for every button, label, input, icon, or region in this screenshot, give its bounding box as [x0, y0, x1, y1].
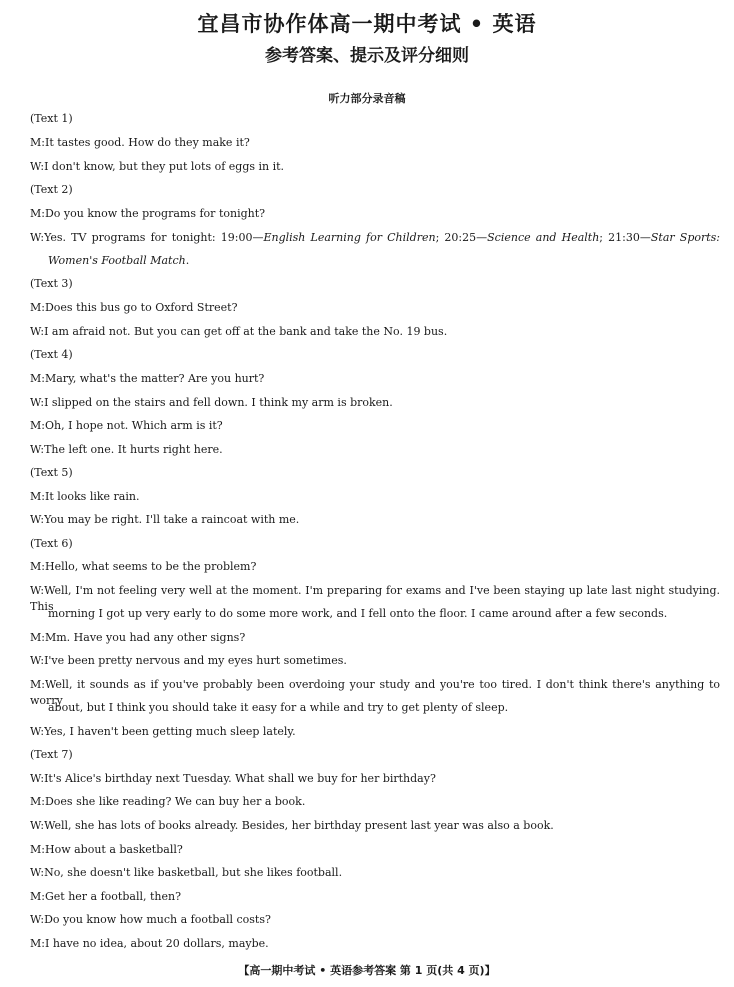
dialogue-line: M:Well, it sounds as if you've probably been overdoing your study and you're too tired. I don't think there's anything to worry [30, 678, 720, 707]
dialogue-continuation: morning I got up very early to do some more work, and I fell onto the floor. I came around after a few seconds. [48, 607, 668, 620]
dialogue-line: M:It looks like rain. [30, 490, 140, 503]
section-heading: 听力部分录音稿 [328, 92, 406, 105]
dialogue-line: W:The left one. It hurts right here. [30, 443, 223, 456]
dialogue-line: W:I am afraid not. But you can get off at the bank and take the No. 19 bus. [30, 325, 448, 338]
dialogue-line: W:Well, she has lots of books already. Besides, her birthday present last year was also a book. [30, 819, 554, 832]
text-label: (Text 4) [30, 348, 73, 361]
text-label: (Text 3) [30, 277, 73, 290]
dialogue-line: W:I've been pretty nervous and my eyes hurt sometimes. [30, 654, 347, 667]
dialogue-line: W:Yes. TV programs for tonight: 19:00—English Learning for Children; 20:25—Science and Health; 21:30—Star Sports: [30, 231, 721, 244]
text-label: (Text 6) [30, 537, 73, 550]
dialogue-line: W:Do you know how much a football costs? [30, 913, 271, 926]
dialogue-line: M:Does she like reading? We can buy her a book. [30, 795, 306, 808]
dialogue-line: M:I have no idea, about 20 dollars, maybe. [30, 937, 269, 950]
dialogue-line: M:Oh, I hope not. Which arm is it? [30, 419, 223, 432]
text-label: (Text 2) [30, 183, 73, 196]
dialogue-line: W:Well, I'm not feeling very well at the moment. I'm preparing for exams and I've been staying up late last night studying. This [30, 584, 720, 613]
dialogue-continuation: Women's Football Match. [48, 254, 190, 267]
document-subtitle: 参考答案、提示及评分细则 [265, 46, 469, 66]
dialogue-line: M:Does this bus go to Oxford Street? [30, 301, 238, 314]
dialogue-line: M:It tastes good. How do they make it? [30, 136, 250, 149]
text-label: (Text 7) [30, 748, 73, 761]
dialogue-line: W:No, she doesn't like basketball, but she likes football. [30, 866, 343, 879]
page-footer: 【高一期中考试 • 英语参考答案 第 1 页(共 4 页)】 [238, 964, 496, 977]
dialogue-line: W:You may be right. I'll take a raincoat with me. [30, 513, 300, 526]
dialogue-line: W:Yes, I haven't been getting much sleep lately. [30, 725, 296, 738]
document-title: 宜昌市协作体高一期中考试 • 英语 [197, 12, 537, 36]
dialogue-line: M:Do you know the programs for tonight? [30, 207, 266, 220]
dialogue-line: M:Mary, what's the matter? Are you hurt? [30, 372, 265, 385]
text-label: (Text 5) [30, 466, 73, 479]
dialogue-line: M:Get her a football, then? [30, 890, 181, 903]
dialogue-line: M:How about a basketball? [30, 843, 183, 856]
dialogue-line: W:It's Alice's birthday next Tuesday. What shall we buy for her birthday? [30, 772, 436, 785]
dialogue-line: W:I slipped on the stairs and fell down. I think my arm is broken. [30, 396, 393, 409]
dialogue-line: M:Mm. Have you had any other signs? [30, 631, 246, 644]
dialogue-line: M:Hello, what seems to be the problem? [30, 560, 257, 573]
dialogue-line: W:I don't know, but they put lots of eggs in it. [30, 160, 285, 173]
text-label: (Text 1) [30, 112, 73, 125]
dialogue-continuation: about, but I think you should take it easy for a while and try to get plenty of sleep. [48, 701, 509, 714]
